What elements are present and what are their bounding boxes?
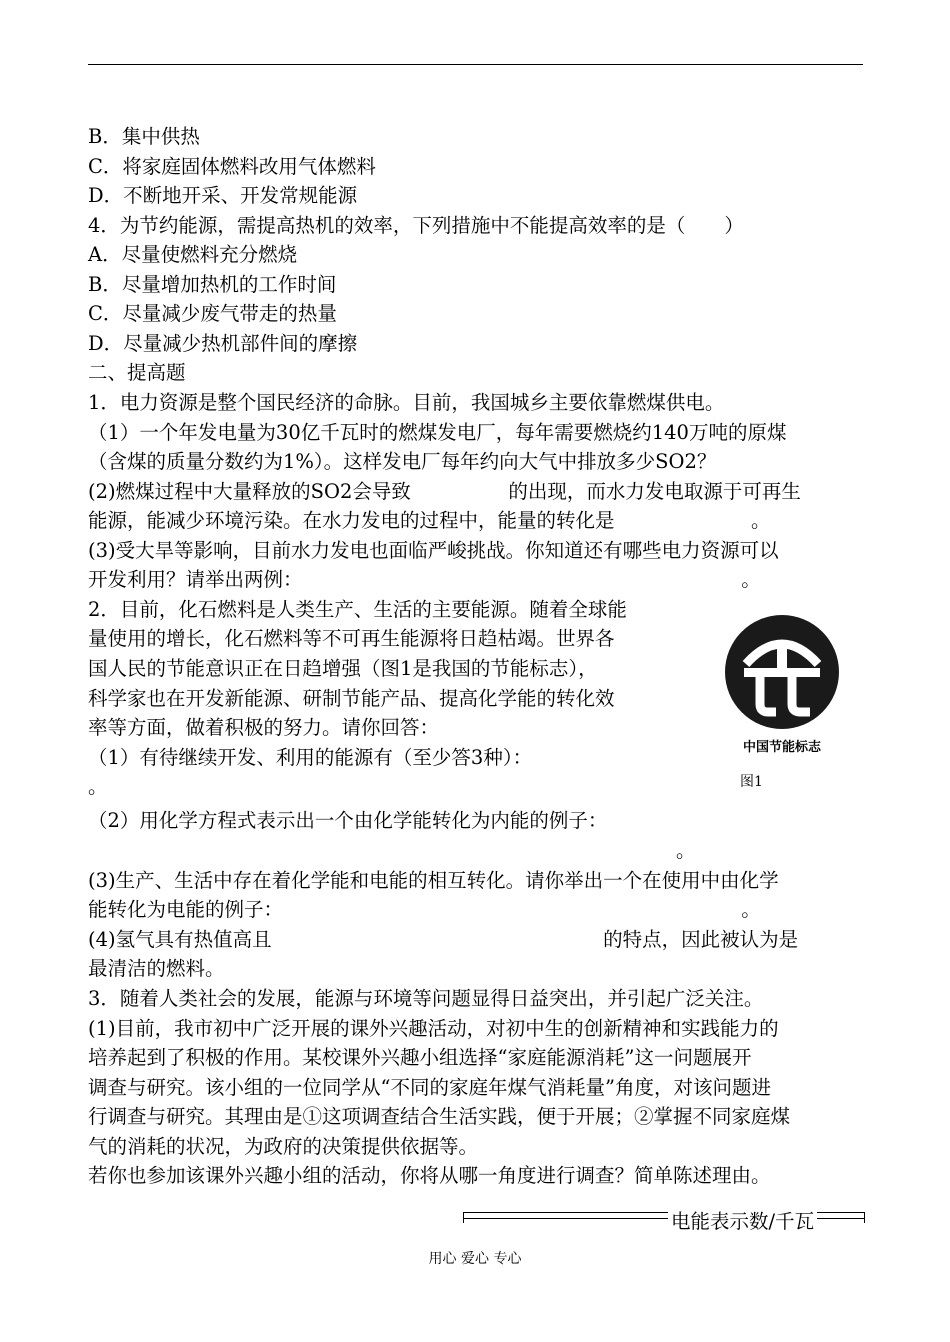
- option-d-energy: D．不断地开采、开发常规能源: [88, 184, 358, 207]
- table-header-label: 电能表示数/千瓦: [668, 1206, 817, 1234]
- q3-part1-line1: (1)目前，我市初中广泛开展的课外兴趣活动，对初中生的创新精神和实践能力的: [88, 1017, 779, 1040]
- q2-part1: （1）有待继续开发、利用的能源有（至少答3种）：: [88, 746, 533, 769]
- page-footer: 用心 爱心 专心: [428, 1251, 522, 1267]
- question-2-line5: 率等方面，做着积极的努力。请你回答：: [88, 716, 440, 739]
- q3-part1-line6: 若你也参加该课外兴趣小组的活动，你将从哪一角度进行调查？简单陈述理由。: [88, 1164, 771, 1187]
- option-c-fuel: C．将家庭固体燃料改用气体燃料: [88, 155, 376, 178]
- q2-part4-line1: (4)氢气具有热值高且 的特点，因此被认为是: [88, 928, 799, 951]
- question-2-line1: 2．目前，化石燃料是人类生产、生活的主要能源。随着全球能: [88, 598, 627, 621]
- logo-caption: 中国节能标志: [742, 740, 821, 755]
- q2-part3-line1: (3)生产、生活中存在着化学能和电能的相互转化。请你举出一个在使用中由化学: [88, 869, 779, 892]
- q1-part3-line1: (3)受大旱等影响，目前水力发电也面临严峻挑战。你知道还有哪些电力资源可以: [88, 539, 779, 562]
- q3-part1-line5: 气的消耗的状况，为政府的决策提供依据等。: [88, 1135, 479, 1158]
- option-b: B．尽量增加热机的工作时间: [88, 273, 337, 296]
- header-rule: [88, 64, 863, 65]
- q1-part2-line1: (2)燃煤过程中大量释放的SO2会导致 的出现，而水力发电取源于可再生: [88, 480, 801, 503]
- question-2-line4: 科学家也在开发新能源、研制节能产品、提高化学能的转化效: [88, 687, 615, 710]
- section-heading: 二、提高题: [88, 361, 186, 384]
- q1-part2-line2: 能源，能减少环境污染。在水力发电的过程中，能量的转化是 。: [88, 509, 771, 532]
- option-a: A．尽量使燃料充分燃烧: [88, 243, 298, 266]
- energy-saving-logo-icon: [722, 612, 842, 732]
- q3-part1-line3: 调查与研究。该小组的一位同学从“不同的家庭年煤气消耗量”角度，对该问题进: [88, 1076, 771, 1099]
- q3-part1-line2: 培养起到了积极的作用。某校课外兴趣小组选择“家庭能源消耗”这一问题展开: [88, 1046, 752, 1069]
- q2-part4-line2: 最清洁的燃料。: [88, 957, 225, 980]
- option-c: C．尽量减少废气带走的热量: [88, 302, 337, 325]
- q2-part2: （2）用化学方程式表示出一个由化学能转化为内能的例子：: [88, 809, 608, 832]
- question-2-line2: 量使用的增长，化石燃料等不可再生能源将日趋枯竭。世界各: [88, 627, 615, 650]
- q3-part1-line4: 行调查与研究。其理由是①这项调查结合生活实践，便于开展；②掌握不同家庭煤: [88, 1105, 791, 1128]
- question-4: 4．为节约能源，需提高热机的效率，下列措施中不能提高效率的是（ ）: [88, 214, 744, 237]
- option-b-heating: B．集中供热: [88, 125, 200, 148]
- q2-part2-end: 。: [676, 839, 696, 862]
- question-2-line3: 国人民的节能意识正在日趋增强（图1是我国的节能标志），: [88, 657, 598, 680]
- q1-part3-line2: 开发利用？请举出两例： 。: [88, 568, 761, 591]
- q1-part1-line1: （1）一个年发电量为30亿千瓦时的燃煤发电厂，每年需要燃烧约140万吨的原煤: [88, 421, 787, 444]
- figure-caption: 图1: [740, 774, 763, 790]
- option-d: D．尽量减少热机部件间的摩擦: [88, 332, 358, 355]
- q2-part3-line2: 能转化为电能的例子： 。: [88, 898, 761, 921]
- q2-part1-end: 。: [88, 775, 108, 798]
- q1-part1-line2: （含煤的质量分数约为1%）。这样发电厂每年约向大气中排放多少SO2？: [88, 450, 717, 473]
- question-3: 3．随着人类社会的发展，能源与环境等问题显得日益突出，并引起广泛关注。: [88, 987, 764, 1010]
- question-1: 1．电力资源是整个国民经济的命脉。目前，我国城乡主要依靠燃煤供电。: [88, 391, 725, 414]
